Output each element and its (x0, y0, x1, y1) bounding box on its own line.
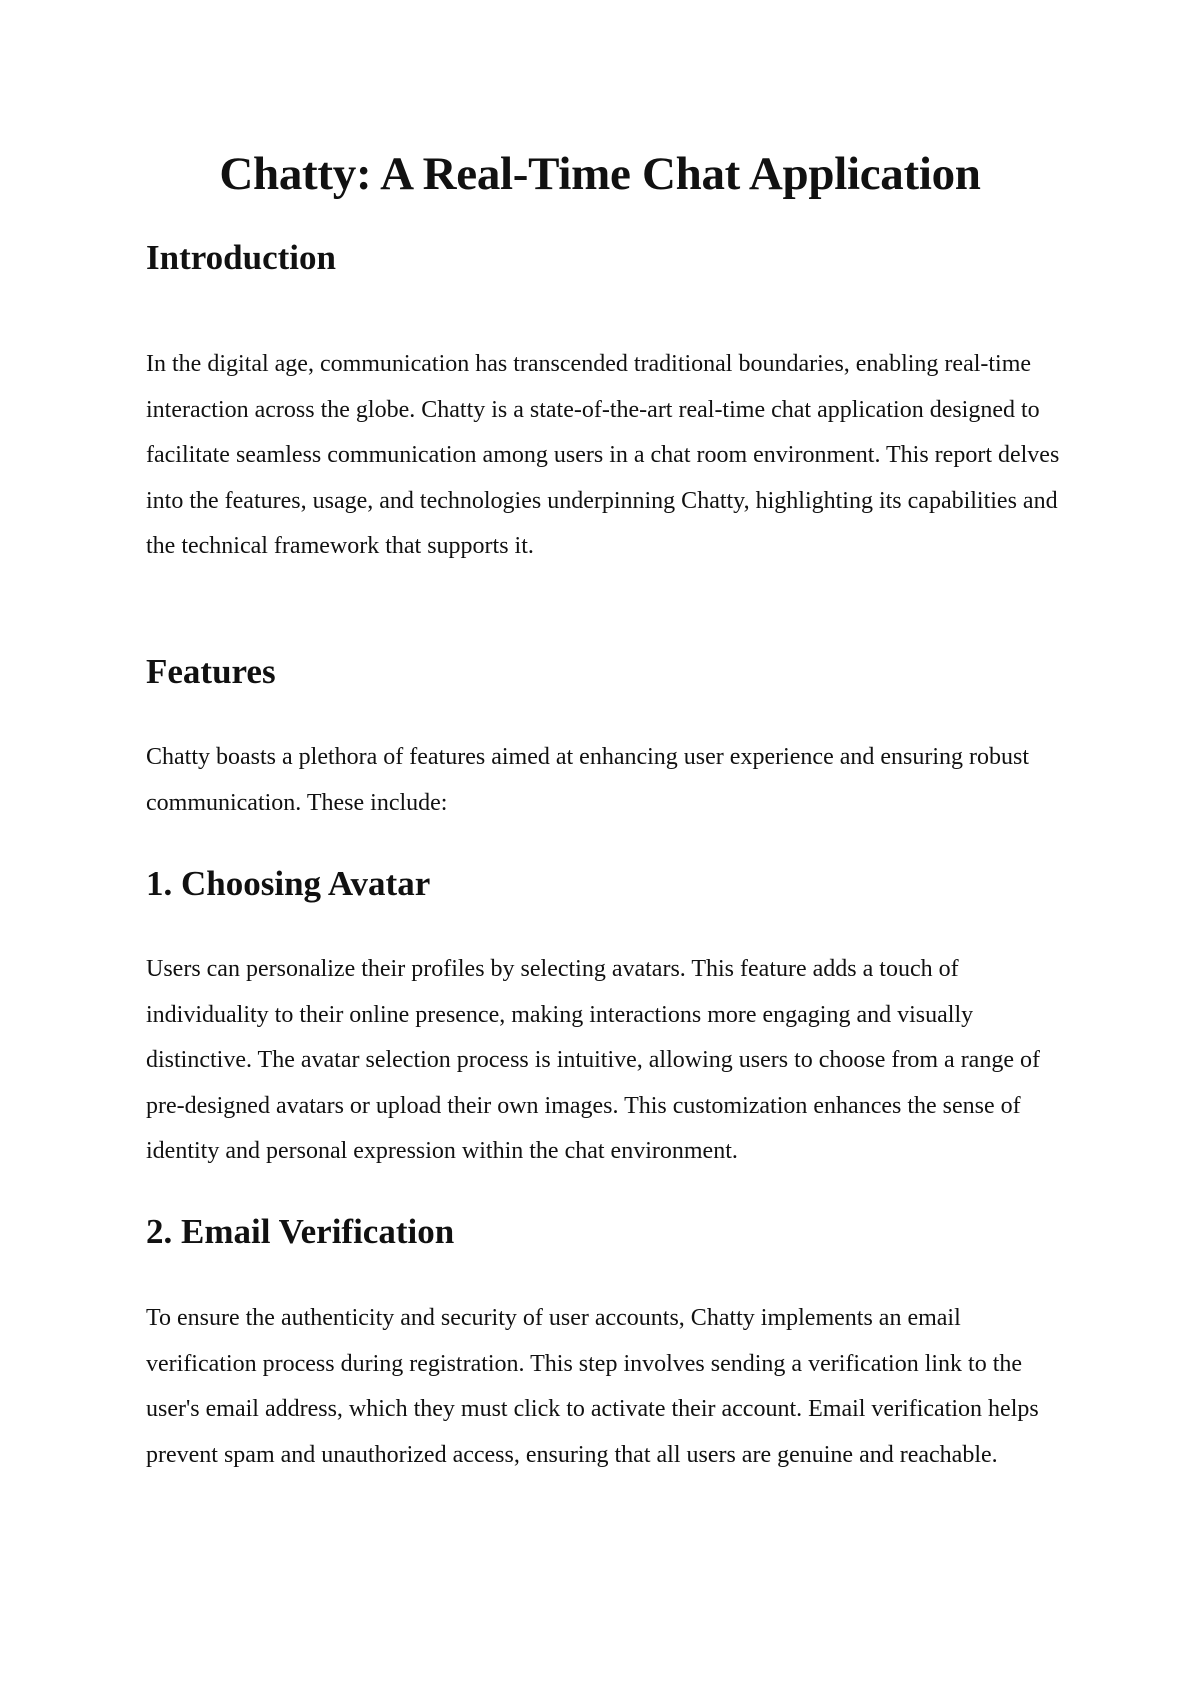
section-heading-choosing-avatar: 1. Choosing Avatar (146, 864, 431, 903)
paragraph-features: Chatty boasts a plethora of features aimed at enhancing user experience and ensuring robust communication. These include: (146, 744, 1030, 816)
document-title: Chatty: A Real-Time Chat Application (219, 148, 981, 200)
paragraph-email-verification: To ensure the authenticity and security of user accounts, Chatty implements an email verification process during registration. This step involves sending a verification link to the user's email address, which they must click to activate their account. Email verification helps prevent spam and unauthorized access, ensuring that all users are genuine and reachable. (146, 1305, 1039, 1468)
section-heading-features: Features (146, 652, 276, 691)
paragraph-introduction: In the digital age, communication has transcended traditional boundaries, enabling real-time interaction across the globe. Chatty is a state-of-the-art real-time chat application designed to facilitate seamless communication among users in a chat room environment. This report delves into the features, usage, and technologies underpinning Chatty, highlighting its capabilities and the technical framework that supports it. (146, 351, 1060, 559)
section-heading-introduction: Introduction (146, 238, 336, 277)
section-heading-email-verification: 2. Email Verification (146, 1212, 455, 1251)
paragraph-choosing-avatar: Users can personalize their profiles by selecting avatars. This feature adds a touch of individuality to their online presence, making interactions more engaging and visually distinctive. The avatar selection process is intuitive, allowing users to choose from a range of pre-designed avatars or upload their own images. This customization enhances the sense of identity and personal expression within the chat environment. (146, 956, 1040, 1164)
